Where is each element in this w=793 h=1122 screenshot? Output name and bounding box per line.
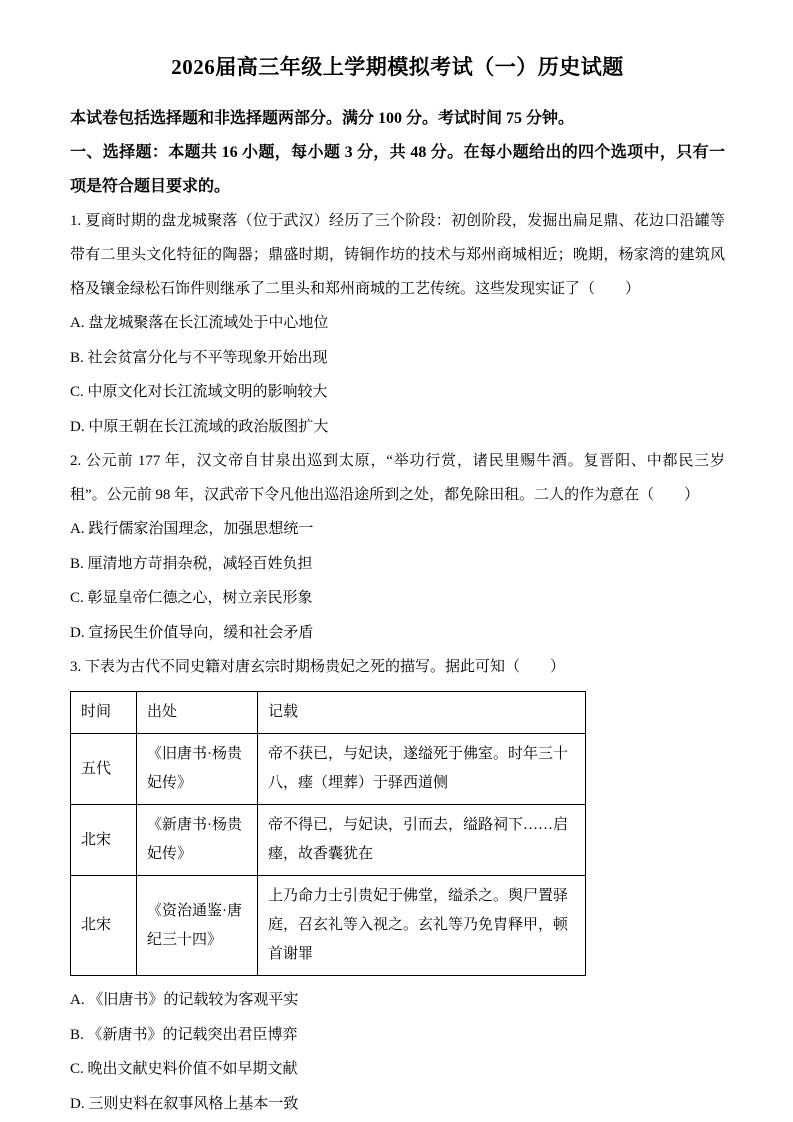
question-1	[70, 204, 725, 444]
page-title: 2026届高三年级上学期模拟考试（一）历史试题	[171, 55, 624, 79]
table-row-1-record: 帝不获已，与妃诀，遂缢死于佛室。时年三十八，瘗（埋葬）于驿西道侧	[258, 734, 586, 805]
question-1-option-d: D. 中原王朝在长江流域的政治版图扩大	[70, 418, 329, 435]
question-3-sources-table	[70, 691, 586, 976]
question-2	[70, 444, 725, 650]
table-header-record: 记载	[258, 692, 586, 734]
exam-intro: 本试卷包括选择题和非选择题两部分。满分 100 分。考试时间 75 分钟。	[70, 110, 575, 127]
question-2-option-a: A. 践行儒家治国理念，加强思想统一	[70, 521, 314, 537]
question-3-option-b: B. 《新唐书》的记载突出君臣博弈	[70, 1026, 298, 1043]
question-3	[70, 650, 725, 1121]
question-2-stem: 2. 公元前 177 年，汉文帝自甘泉出巡到太原，“举功行赏，诸民里赐牛酒。复晋阳、中都民三岁租”。公元前 98 年，汉武帝下令凡他出巡沿途所到之处，都免除田租。二人的作为意在（ ）	[70, 453, 725, 503]
question-3-stem: 3. 下表为古代不同史籍对唐玄宗时期杨贵妃之死的描写。据此可知（ ）	[70, 659, 566, 675]
question-1-option-a: A. 盘龙城聚落在长江流域处于中心地位	[70, 315, 329, 331]
question-3-option-c: C. 晚出文献史料价值不如早期文献	[70, 1061, 298, 1077]
table-row-3	[71, 876, 586, 976]
question-1-stem: 1. 夏商时期的盘龙城聚落（位于武汉）经历了三个阶段：初创阶段，发掘出扁足鼎、花边口沿罐等带有二里头文化特征的陶器；鼎盛时期，铸铜作坊的技术与郑州商城相近；晚期，杨家湾的建筑风格及镶金绿松石饰件则继承了二里头和郑州商城的工艺传统。这些发现实证了（ ）	[70, 213, 725, 297]
question-3-option-a: A. 《旧唐书》的记载较为客观平实	[70, 992, 299, 1008]
table-row-1-time: 五代	[71, 734, 137, 805]
table-row-1	[71, 734, 586, 805]
question-3-option-d: D. 三则史料在叙事风格上基本一致	[70, 1095, 299, 1112]
question-1-option-c: C. 中原文化对长江流域文明的影响较大	[70, 384, 328, 400]
table-header-row	[71, 692, 586, 734]
question-2-option-d: D. 宣扬民生价值导向，缓和社会矛盾	[70, 624, 314, 641]
question-2-option-b: B. 厘清地方苛捐杂税，减轻百姓负担	[70, 555, 313, 572]
section-one-header: 一、选择题：本题共 16 小题，每小题 3 分，共 48 分。在每小题给出的四个选项中，只有一项是符合题目要求的。	[70, 144, 725, 195]
table-header-time: 时间	[71, 692, 137, 734]
table-row-1-source: 《旧唐书·杨贵妃传》	[137, 734, 258, 805]
question-2-option-c: C. 彰显皇帝仁德之心，树立亲民形象	[70, 590, 313, 606]
table-row-3-source: 《资治通鉴·唐纪三十四》	[137, 876, 258, 976]
question-1-option-b: B. 社会贫富分化与不平等现象开始出现	[70, 349, 328, 366]
table-header-source: 出处	[137, 692, 258, 734]
table-row-2-time: 北宋	[71, 805, 137, 876]
table-row-3-record: 上乃命力士引贵妃于佛堂，缢杀之。舆尸置驿庭，召玄礼等入视之。玄礼等乃免胄释甲，顿首谢罪	[258, 876, 586, 976]
table-row-2	[71, 805, 586, 876]
table-row-2-record: 帝不得已，与妃诀，引而去，缢路祠下……启瘗，故香囊犹在	[258, 805, 586, 876]
table-row-2-source: 《新唐书·杨贵妃传》	[137, 805, 258, 876]
table-row-3-time: 北宋	[71, 876, 137, 976]
